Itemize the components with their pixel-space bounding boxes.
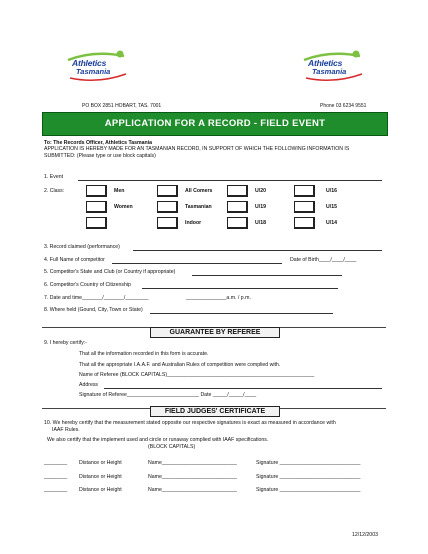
logo-word-athletics: Athletics [72,58,107,68]
logo-word-tasmania: Tasmania [312,67,347,76]
judge-name-field[interactable]: Name__________________________ [148,474,237,480]
logo-word-tasmania: Tasmania [76,67,111,76]
judges-line-2: IAAF Rules. [52,427,80,433]
class-u15-checkbox[interactable] [294,201,315,213]
class-option-label: Men [114,188,125,194]
footer-date: 12/12/2003 [352,532,378,538]
citizenship-field[interactable] [142,288,338,289]
distance-label: Distance or Height [79,474,122,480]
class-option-label: U/15 [326,204,337,210]
guarantee-line: That all the appropriate I.A.A.F. and Australian Rules of competition were complied with. [79,362,281,368]
class-tasmanian-checkbox[interactable] [157,201,178,213]
state-club-field[interactable] [192,275,342,276]
class-u14-checkbox[interactable] [294,217,315,229]
full-name-field[interactable] [112,263,282,264]
class-men-checkbox[interactable] [86,185,107,197]
guarantee-heading: GUARANTEE BY REFEREE [150,327,280,338]
certify-label: 9. I hereby certify:- [44,340,87,346]
record-claimed-label: 3. Record claimed (performance) [44,244,120,250]
class-indoor-checkbox[interactable] [86,217,107,229]
intro-line-1: APPLICATION IS HEREBY MADE FOR AN TASMANIAN RECORD, IN SUPPORT OF WHICH THE FOLLOWING INFORMATION IS [44,146,350,152]
judges-line-3: We also certify that the implement used and circle or runaway complied with IAAF specifications. [47,437,269,443]
class-option-label: U/20 [255,188,266,194]
guarantee-line: That all the information recorded in this form is accurate. [79,351,209,357]
where-held-label: 8. Where held (Gound, City, Town or State) [44,307,143,313]
class-option-label: Tasmanian [185,204,212,210]
judges-line-1: 10. We hereby certify that the measurement stated opposite our respective signatures is exact as measured in accordance with [44,420,336,426]
record-claimed-field[interactable] [133,250,382,251]
class-option-label: All Comers [185,188,213,194]
address-label: Address [79,382,99,388]
state-club-label: 5. Competitor's State and Club (or Country if appropriate) [44,269,176,275]
ampm-field[interactable]: ______________a.m. / p.m. [186,295,251,301]
class-option-label: U/14 [326,220,337,226]
judge-signature-field[interactable]: Signature ____________________________ [256,460,361,466]
event-label: 1. Event [44,174,64,180]
citizenship-label: 6. Competitor's Country of Citizenship [44,282,131,288]
class-u19-checkbox[interactable] [227,201,248,213]
class-u20-checkbox[interactable] [227,185,248,197]
judge-name-field[interactable]: Name__________________________ [148,460,237,466]
judge-signature-field[interactable]: Signature ____________________________ [256,487,361,493]
class-option-label: Indoor [185,220,202,226]
judge-signature-field[interactable]: Signature ____________________________ [256,474,361,480]
form-title: APPLICATION FOR A RECORD - FIELD EVENT [42,112,388,136]
athletics-tasmania-logo-right [290,48,370,88]
judge-measurement-field[interactable]: ________ [44,474,68,480]
class-u16-checkbox[interactable] [294,185,315,197]
logo-word-athletics: Athletics [308,58,343,68]
referee-name-field[interactable]: Name of Referee (BLOCK CAPITALS)___________________________________________________ [79,372,315,378]
full-name-label: 4. Full Name of competitor [44,257,105,263]
athletics-tasmania-logo-left [54,48,134,88]
distance-label: Distance or Height [79,487,122,493]
intro-line-2: SUBMITTED: (Please type or use block capitals) [44,153,156,159]
class-label: 2. Class: [44,188,65,194]
phone-number: Phone 03 6234 9551 [320,103,367,109]
class-option-label: U/18 [255,220,266,226]
class-women-checkbox[interactable] [86,201,107,213]
class-option-label: U/16 [326,188,337,194]
postal-address: PO BOX 2851 HOBART, TAS. 7001 [82,103,162,109]
referee-signature-field[interactable]: Signature of Referee_________________________ Date _____/_____/____ [79,392,257,398]
addressee: To: The Records Officer, Athletics Tasmania [44,140,152,146]
distance-label: Distance or Height [79,460,122,466]
judge-name-field[interactable]: Name__________________________ [148,487,237,493]
judges-heading: FIELD JUDGES' CERTIFICATE [150,406,280,417]
where-held-field[interactable] [150,313,333,314]
address-field[interactable] [104,388,382,389]
judge-measurement-field[interactable]: ________ [44,487,68,493]
judge-measurement-field[interactable]: ________ [44,460,68,466]
class-all-comers-checkbox[interactable] [157,185,178,197]
class-u18-checkbox[interactable] [227,217,248,229]
dob-field[interactable]: Date of Birth____/____/____ [290,257,357,263]
date-time-field[interactable]: 7. Date and time_______/_______/________ [44,295,149,301]
class-option-label: U/19 [255,204,266,210]
event-field[interactable] [78,180,382,181]
judges-line-4: (BLOCK CAPITALS) [148,444,196,450]
class-indoor-checkbox-2[interactable] [157,217,178,229]
class-option-label: Women [114,204,133,210]
